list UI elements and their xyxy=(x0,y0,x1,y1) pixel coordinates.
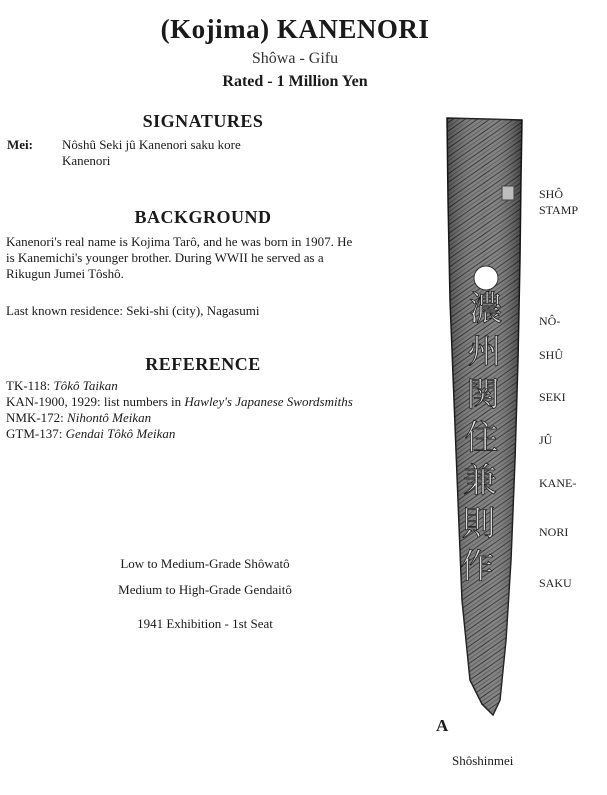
mei-label: Mei: xyxy=(7,137,33,152)
mekugi-hole xyxy=(474,266,498,290)
reading-label: JÛ xyxy=(539,433,553,447)
background-heading: BACKGROUND xyxy=(134,207,272,227)
page-title: (Kojima) KANENORI xyxy=(160,14,430,44)
figure-marker: A xyxy=(436,716,449,735)
residence-line: Last known residence: Seki-shi (city), Nagasumi xyxy=(6,303,260,318)
mei-text-line: Nôshû Seki jû Kanenori saku kore xyxy=(62,137,241,152)
figure-caption: Shôshinmei xyxy=(452,753,514,768)
signature-kanji-char: 濃 xyxy=(469,289,503,329)
reading-label: SAKU xyxy=(539,576,572,590)
tang-shading xyxy=(447,118,522,715)
rating-line: Rated - 1 Million Yen xyxy=(222,73,368,90)
reference-title: Hawley's Japanese Swordsmiths xyxy=(184,394,353,409)
sho-stamp-label-line: STAMP xyxy=(539,203,579,217)
reading-label: KANE- xyxy=(539,476,577,490)
signatures-heading: SIGNATURES xyxy=(142,111,264,131)
grade-gendai: Medium to High-Grade Gendaitô xyxy=(118,582,292,597)
reference-title: Gendai Tôkô Meikan xyxy=(65,426,176,441)
reference-code: GTM-137: xyxy=(6,426,63,441)
sho-stamp-label xyxy=(539,186,578,218)
sho-stamp-label-line: SHÔ xyxy=(539,187,564,201)
background-line: Kanenori's real name is Kojima Tarô, and he was born in 1907. He xyxy=(6,234,353,249)
reading-label: SHÛ xyxy=(539,348,564,362)
signature-kanji-char: 作 xyxy=(460,547,494,587)
signature-kanji-char: 関 xyxy=(466,375,500,415)
exhibition-line: 1941 Exhibition - 1st Seat xyxy=(137,616,273,631)
sho-stamp-mark xyxy=(502,186,514,200)
signature-kanji-char: 兼 xyxy=(463,461,497,501)
background-line: is Kanemichi's younger brother. During WWII he served as a xyxy=(6,250,324,265)
reading-label: NÔ- xyxy=(539,314,561,328)
grade-shinto: Low to Medium-Grade Shôwatô xyxy=(120,556,290,571)
reference-code: KAN-1900, 1929: list numbers in xyxy=(6,394,182,409)
reference-code: NMK-172: xyxy=(6,410,64,425)
reference-code: TK-118: xyxy=(6,378,51,393)
background-line: Rikugun Jumei Tôshô. xyxy=(6,266,124,281)
mei-text-line: Kanenori xyxy=(62,153,111,168)
page-subtitle: Shôwa - Gifu xyxy=(251,50,339,67)
reference-title: Nihontô Meikan xyxy=(67,410,152,425)
signature-kanji-char: 州 xyxy=(467,332,502,372)
reference-heading: REFERENCE xyxy=(145,354,261,374)
reference-title: Tôkô Taikan xyxy=(53,378,118,393)
signature-kanji-char: 則 xyxy=(461,504,496,544)
signature-kanji-char: 住 xyxy=(464,418,499,458)
reading-label: SEKI xyxy=(539,390,566,404)
reading-label: NORI xyxy=(539,525,569,539)
